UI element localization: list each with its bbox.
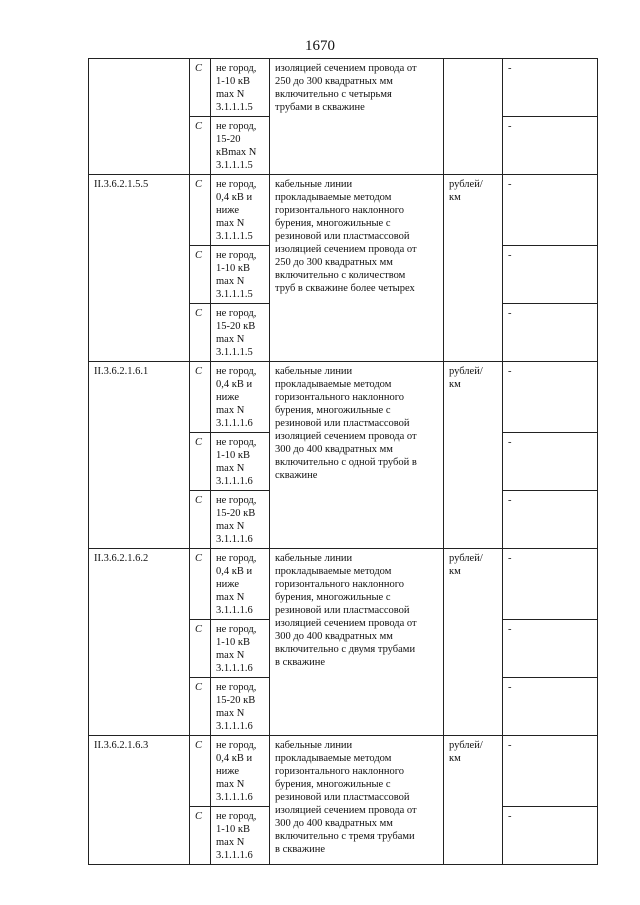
type-cell: С (190, 304, 211, 362)
unit-cell: рублей/ км (444, 175, 503, 362)
value-cell: - (503, 304, 598, 362)
unit-cell (444, 59, 503, 175)
type-cell: С (190, 620, 211, 678)
region-cell: не город, 1-10 кВ max N 3.1.1.1.6 (211, 620, 270, 678)
table-row (89, 549, 598, 620)
value-cell: - (503, 175, 598, 246)
type-cell: С (190, 491, 211, 549)
region-cell: не город, 0,4 кВ и ниже max N 3.1.1.1.6 (211, 549, 270, 620)
description-cell: кабельные линии прокладываемые методом горизонтального наклонного бурения, многожильные с резиновой или пластмассовой изоляцией сечением провода от 300 до 400 квадратных мм включительно с двумя трубами в скважине (270, 549, 444, 736)
value-cell: - (503, 549, 598, 620)
value-cell: - (503, 246, 598, 304)
page-number: 1670 (305, 38, 335, 54)
type-cell: С (190, 433, 211, 491)
code-cell: II.3.6.2.1.5.5 (89, 175, 190, 362)
unit-cell: рублей/ км (444, 362, 503, 549)
type-cell: С (190, 246, 211, 304)
value-cell: - (503, 678, 598, 736)
table-row (89, 59, 598, 117)
region-cell: не город, 1-10 кВ max N 3.1.1.1.5 (211, 59, 270, 117)
description-cell: кабельные линии прокладываемые методом горизонтального наклонного бурения, многожильные с резиновой или пластмассовой изоляцией сечением провода от 250 до 300 квадратных мм включительно с количеством труб в скважине более четырех (270, 175, 444, 362)
code-cell (89, 59, 190, 175)
region-cell: не город, 15-20 кВ max N 3.1.1.1.6 (211, 491, 270, 549)
type-cell: С (190, 807, 211, 865)
code-cell: II.3.6.2.1.6.1 (89, 362, 190, 549)
region-cell: не город, 0,4 кВ и ниже max N 3.1.1.1.5 (211, 175, 270, 246)
value-cell: - (503, 491, 598, 549)
table-row (89, 362, 598, 433)
region-cell: не город, 15-20 кВ max N 3.1.1.1.5 (211, 304, 270, 362)
type-cell: С (190, 549, 211, 620)
value-cell: - (503, 362, 598, 433)
value-cell: - (503, 433, 598, 491)
type-cell: С (190, 59, 211, 117)
region-cell: не город, 1-10 кВ max N 3.1.1.1.6 (211, 807, 270, 865)
region-cell: не город, 1-10 кВ max N 3.1.1.1.5 (211, 246, 270, 304)
tariff-table (88, 58, 598, 865)
region-cell: не город, 0,4 кВ и ниже max N 3.1.1.1.6 (211, 736, 270, 807)
unit-cell: рублей/ км (444, 736, 503, 865)
type-cell: С (190, 117, 211, 175)
description-cell: кабельные линии прокладываемые методом горизонтального наклонного бурения, многожильные с резиновой или пластмассовой изоляцией сечением провода от 300 до 400 квадратных мм включительно с одной трубой в скважине (270, 362, 444, 549)
region-cell: не город, 15-20 кВmax N 3.1.1.1.5 (211, 117, 270, 175)
type-cell: С (190, 175, 211, 246)
description-cell: кабельные линии прокладываемые методом горизонтального наклонного бурения, многожильные с резиновой или пластмассовой изоляцией сечением провода от 300 до 400 квадратных мм включительно с тремя трубами в скважине (270, 736, 444, 865)
value-cell: - (503, 736, 598, 807)
code-cell: II.3.6.2.1.6.3 (89, 736, 190, 865)
region-cell: не город, 0,4 кВ и ниже max N 3.1.1.1.6 (211, 362, 270, 433)
value-cell: - (503, 620, 598, 678)
unit-cell: рублей/ км (444, 549, 503, 736)
type-cell: С (190, 362, 211, 433)
description-cell: изоляцией сечением провода от 250 до 300 квадратных мм включительно с четырьмя трубами в скважине (270, 59, 444, 175)
region-cell: не город, 1-10 кВ max N 3.1.1.1.6 (211, 433, 270, 491)
region-cell: не город, 15-20 кВ max N 3.1.1.1.6 (211, 678, 270, 736)
type-cell: С (190, 736, 211, 807)
value-cell: - (503, 59, 598, 117)
value-cell: - (503, 117, 598, 175)
code-cell: II.3.6.2.1.6.2 (89, 549, 190, 736)
value-cell: - (503, 807, 598, 865)
table-row (89, 175, 598, 246)
table-row (89, 736, 598, 807)
type-cell: С (190, 678, 211, 736)
